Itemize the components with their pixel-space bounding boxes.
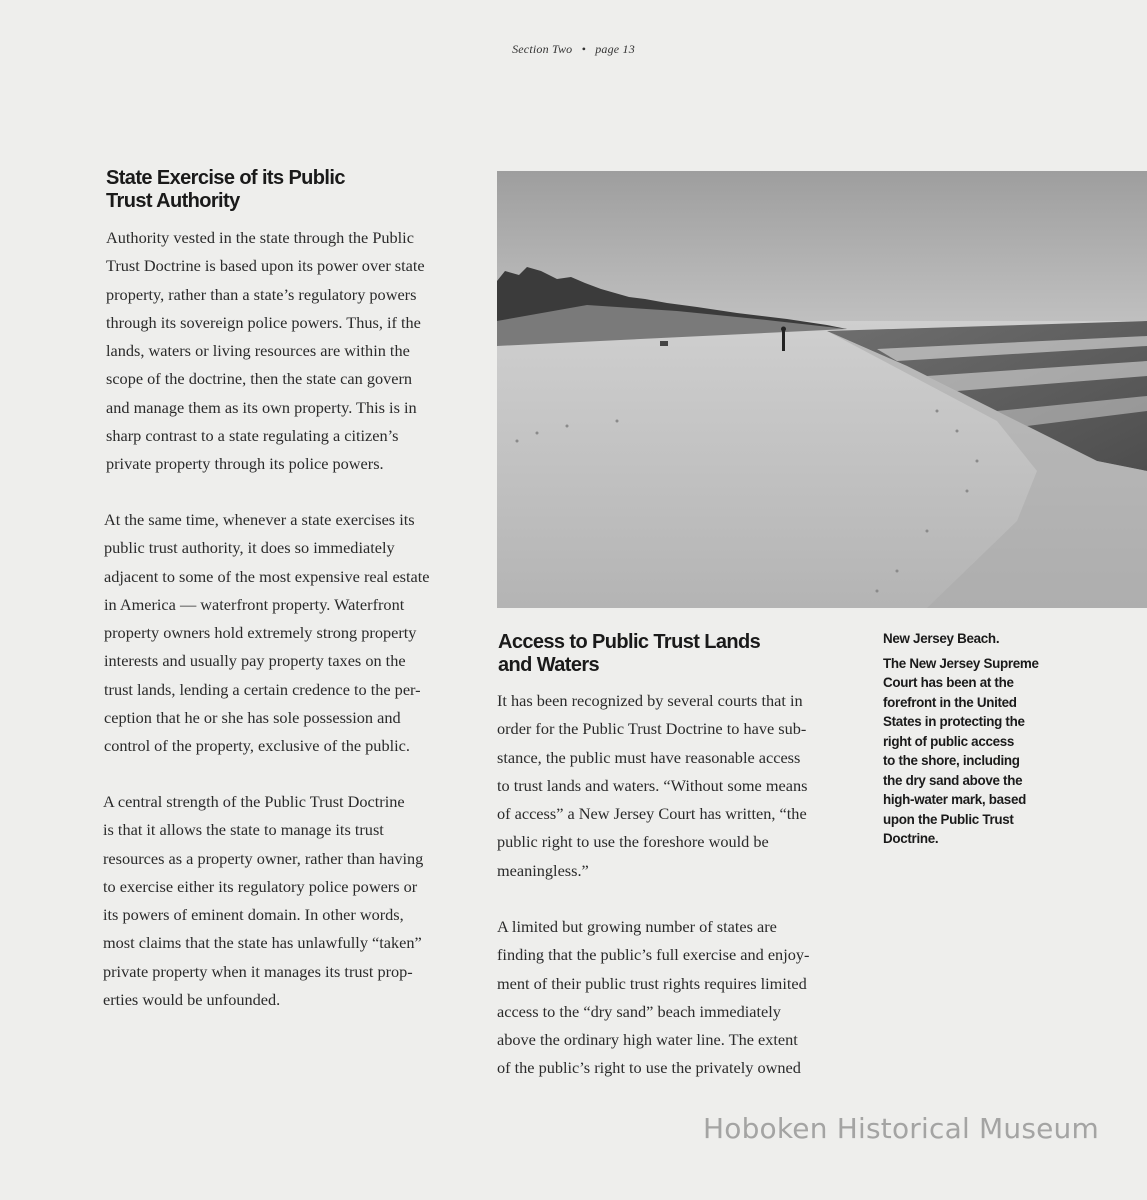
running-head bbox=[0, 42, 1147, 57]
text-line: and manage them as its own property. This is in bbox=[106, 397, 417, 417]
text-line: trust lands, lending a certain credence to the per- bbox=[104, 679, 421, 699]
text-line: ment of their public trust rights requires limited bbox=[497, 973, 807, 993]
text-line: control of the property, exclusive of the public. bbox=[104, 736, 410, 756]
text-line: interests and usually pay property taxes on the bbox=[104, 651, 406, 671]
caption-line: right of public access bbox=[883, 733, 1015, 749]
right-paragraph-1 bbox=[497, 687, 807, 885]
caption-line: States in protecting the bbox=[883, 714, 1025, 729]
text-line: It has been recognized by several courts that in bbox=[497, 691, 803, 710]
text-line: adjacent to some of the most expensive real estate bbox=[104, 566, 430, 586]
caption-line: high-water mark, based bbox=[883, 792, 1026, 807]
text-line: Trust Doctrine is based upon its power over state bbox=[106, 256, 425, 276]
right-paragraph-2 bbox=[497, 913, 809, 1083]
text-line: ception that he or she has sole possession and bbox=[104, 708, 401, 728]
text-line: A limited but growing number of states are bbox=[497, 917, 777, 936]
text-line: in America — waterfront property. Waterfront bbox=[104, 594, 405, 614]
text-line: meaningless.” bbox=[497, 860, 589, 880]
left-paragraph-3 bbox=[103, 788, 423, 1014]
caption-title: New Jersey Beach. bbox=[883, 631, 1000, 646]
text-line: erties would be unfounded. bbox=[103, 990, 281, 1010]
beach-photo bbox=[497, 171, 1147, 608]
text-line: lands, waters or living resources are within the bbox=[106, 341, 410, 361]
caption-line: Court has been at the bbox=[883, 675, 1014, 690]
text-line: above the ordinary high water line. The extent bbox=[497, 1030, 798, 1050]
page-number: page 13 bbox=[595, 42, 635, 56]
text-line: private property through its police powers. bbox=[106, 454, 384, 474]
text-line: resources as a property owner, rather than having bbox=[103, 848, 424, 868]
right-heading bbox=[498, 631, 760, 677]
text-line: public right to use the foreshore would be bbox=[497, 832, 769, 852]
caption-line: the dry sand above the bbox=[883, 772, 1023, 788]
right-heading-line: and Waters bbox=[498, 654, 600, 676]
section-label: Section Two bbox=[512, 42, 573, 56]
text-line: to exercise either its regulatory police powers or bbox=[103, 876, 418, 896]
text-line: Authority vested in the state through the Public bbox=[106, 228, 414, 247]
text-line: property owners hold extremely strong property bbox=[104, 623, 417, 643]
text-line: property, rather than a state’s regulatory powers bbox=[106, 284, 417, 304]
header-separator: • bbox=[581, 42, 586, 56]
text-line: sharp contrast to a state regulating a citizen’s bbox=[106, 426, 399, 446]
text-line: finding that the public’s full exercise and enjoy- bbox=[497, 945, 810, 965]
text-line: of the public’s right to use the privately owned bbox=[497, 1058, 801, 1078]
text-line: At the same time, whenever a state exercises its bbox=[104, 510, 415, 529]
left-paragraph-1 bbox=[106, 224, 425, 479]
text-line: stance, the public must have reasonable access bbox=[497, 747, 801, 767]
text-line: through its sovereign police powers. Thus, if the bbox=[106, 312, 421, 332]
photo-caption bbox=[883, 629, 1063, 849]
text-line: A central strength of the Public Trust Doctrine bbox=[103, 792, 405, 811]
caption-line: Doctrine. bbox=[883, 831, 939, 846]
text-line: private property when it manages its trust prop- bbox=[103, 961, 413, 981]
text-line: scope of the doctrine, then the state can govern bbox=[106, 369, 413, 389]
left-heading bbox=[106, 167, 345, 213]
caption-line: forefront in the United bbox=[883, 694, 1017, 710]
left-heading-line: Trust Authority bbox=[106, 190, 240, 212]
right-heading-line: Access to Public Trust Lands bbox=[498, 631, 761, 653]
text-line: its powers of eminent domain. In other words, bbox=[103, 905, 404, 925]
left-paragraph-2 bbox=[104, 506, 430, 761]
text-line: most claims that the state has unlawfully “taken” bbox=[103, 933, 422, 953]
text-line: to trust lands and waters. “Without some means bbox=[497, 775, 808, 795]
caption-line: upon the Public Trust bbox=[883, 811, 1014, 827]
text-line: is that it allows the state to manage its trust bbox=[103, 820, 384, 840]
text-line: access to the “dry sand” beach immediately bbox=[497, 1001, 781, 1021]
text-line: order for the Public Trust Doctrine to have sub- bbox=[497, 719, 807, 739]
left-heading-line: State Exercise of its Public bbox=[106, 167, 345, 189]
caption-line: The New Jersey Supreme bbox=[883, 655, 1039, 671]
text-line: public trust authority, it does so immediately bbox=[104, 538, 395, 558]
museum-watermark: Hoboken Historical Museum bbox=[703, 1112, 1099, 1145]
text-line: of access” a New Jersey Court has written, “the bbox=[497, 804, 807, 824]
beach-photo-art bbox=[497, 171, 1147, 608]
caption-line: to the shore, including bbox=[883, 753, 1020, 768]
